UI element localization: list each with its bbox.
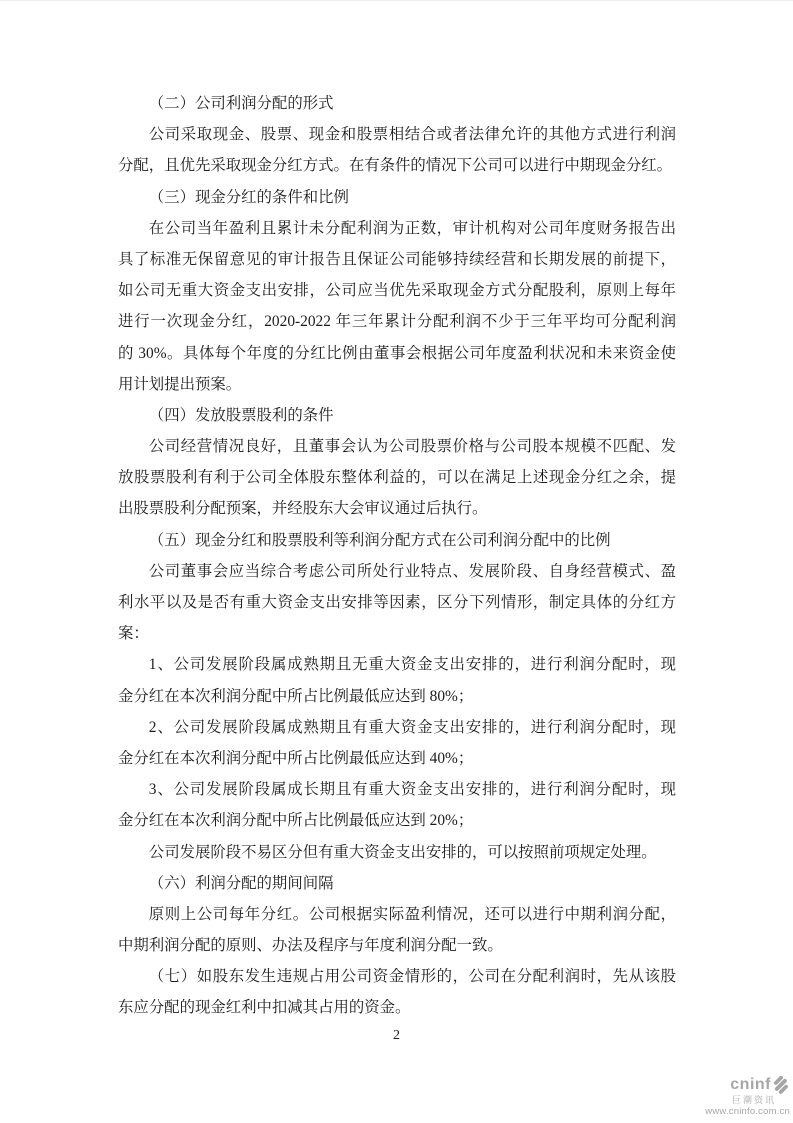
page-number: 2 — [393, 1028, 400, 1043]
body-line: 的 30%。具体每个年度的分红比例由董事会根据公司年度盈利状况和未来资金使 — [118, 344, 676, 362]
body-line: 金分红在本次利润分配中所占比例最低应达到 40%； — [118, 749, 474, 767]
body-line: 案： — [118, 625, 149, 643]
section-heading: （五）现金分红和股票股利等利润分配方式在公司利润分配中的比例 — [148, 531, 611, 549]
body-line: 用计划提出预案。 — [118, 375, 242, 393]
body-line: 金分红在本次利润分配中所占比例最低应达到 20%； — [118, 812, 474, 830]
section-heading: （四）发放股票股利的条件 — [148, 406, 334, 424]
body-line: 公司董事会应当综合考虑公司所处行业特点、发展阶段、自身经营模式、盈 — [148, 562, 676, 580]
cninfo-logo-url: www.cninfo.com.cn — [705, 1105, 790, 1117]
body-line: 公司发展阶段不易区分但有重大资金支出安排的，可以按照前项规定处理。 — [148, 843, 657, 861]
body-line: 公司经营情况良好，且董事会认为公司股票价格与公司股本规模不匹配、发 — [148, 438, 676, 456]
body-line: 中期利润分配的原则、办法及程序与年度利润分配一致。 — [118, 937, 503, 955]
body-line: 具了标准无保留意见的审计报告且保证公司能够持续经营和长期发展的前提下， — [118, 250, 676, 268]
cninfo-logo-row — [705, 1076, 790, 1094]
cninfo-logo-text: cninf — [730, 1075, 771, 1093]
cninfo-logo-chinese-name: 巨潮资讯 — [731, 1094, 776, 1105]
body-line: 如公司无重大资金支出安排，公司应当优先采取现金方式分配股利，原则上每年 — [118, 282, 676, 300]
body-line: 在公司当年盈利且累计未分配利润为正数，审计机构对公司年度财务报告出 — [148, 219, 676, 237]
body-line: 1、公司发展阶段属成熟期且无重大资金支出安排的，进行利润分配时，现 — [148, 656, 676, 674]
body-line: 2、公司发展阶段属成熟期且有重大资金支出安排的，进行利润分配时，现 — [148, 718, 676, 736]
body-line: 利水平以及是否有重大资金支出安排等因素，区分下列情形，制定具体的分红方 — [118, 594, 676, 611]
body-line: 进行一次现金分红，2020-2022 年三年累计分配利润不少于三年平均可分配利润 — [118, 313, 676, 331]
body-line: 分配，且优先采取现金分红方式。在有条件的情况下公司可以进行中期现金分红。 — [118, 157, 673, 175]
body-line: 金分红在本次利润分配中所占比例最低应达到 80%； — [118, 687, 474, 705]
body-line: 公司采取现金、股票、现金和股票相结合或者法律允许的其他方式进行利润 — [148, 126, 676, 144]
section-heading: （三）现金分红的条件和比例 — [148, 188, 349, 206]
section-heading: （六）利润分配的期间间隔 — [148, 874, 334, 892]
cninfo-logo — [705, 1076, 790, 1117]
body-line: 原则上公司每年分红。公司根据实际盈利情况，还可以进行中期利润分配， — [148, 905, 676, 923]
cninfo-globe-icon — [772, 1076, 790, 1094]
body-line: （七）如股东发生违规占用公司资金情形的，公司在分配利润时，先从该股 — [148, 968, 676, 986]
body-line: 东应分配的现金红利中扣减其占用的资金。 — [118, 999, 411, 1017]
document-body — [118, 88, 676, 1024]
section-heading: （二）公司利润分配的形式 — [148, 95, 334, 112]
body-line: 出股票股利分配预案，并经股东大会审议通过后执行。 — [118, 500, 488, 518]
body-line: 放股票股利有利于公司全体股东整体利益的，可以在满足上述现金分红之余，提 — [118, 469, 676, 487]
body-line: 3、公司发展阶段属成长期且有重大资金支出安排的，进行利润分配时，现 — [148, 781, 676, 799]
